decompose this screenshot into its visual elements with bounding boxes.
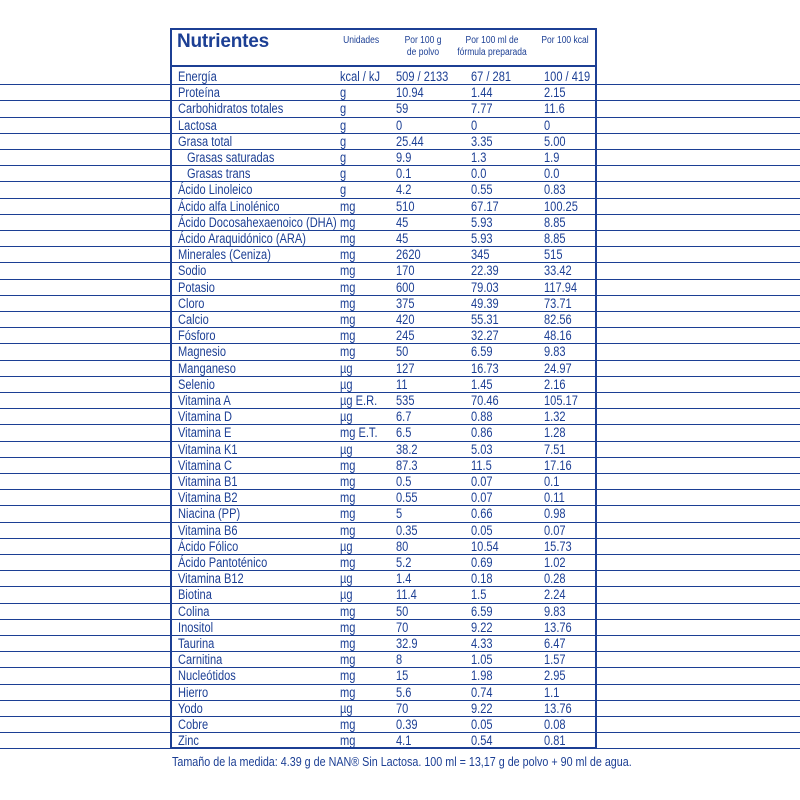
value-per-100ml: 1.3: [471, 150, 487, 165]
header-per-100ml-line1: Por 100 ml de: [465, 35, 519, 46]
table-row: [0, 199, 800, 215]
value-per-100kcal: 9.83: [544, 344, 566, 360]
table-row: [0, 604, 800, 620]
value-per-100g: 510: [396, 198, 415, 214]
value-per-100ml: 0: [471, 117, 478, 133]
value-per-100ml: 11.5: [471, 457, 492, 473]
value-per-100ml: 0.86: [471, 425, 493, 441]
table-row: [0, 668, 800, 684]
nutrient-name: Calcio: [178, 312, 209, 327]
value-per-100kcal: 2.95: [544, 668, 566, 684]
table-row: [0, 377, 800, 393]
table-row: [0, 636, 800, 652]
nutrient-unit: µg: [340, 571, 353, 587]
nutrient-unit: mg: [340, 457, 356, 473]
value-per-100g: 509 / 2133: [396, 69, 449, 84]
table-row: [0, 263, 800, 279]
value-per-100g: 0.35: [396, 522, 418, 538]
header-units-label: Unidades: [343, 35, 380, 46]
value-per-100g: 45: [396, 214, 409, 230]
value-per-100ml: 67 / 281: [471, 69, 512, 84]
value-per-100ml: 32.27: [471, 328, 499, 344]
value-per-100g: 0.5: [396, 474, 412, 489]
value-per-100g: 45: [396, 231, 409, 246]
nutrient-name: Nucleótidos: [178, 668, 236, 684]
nutrient-name: Proteína: [178, 85, 220, 101]
nutrient-name: Sodio: [178, 263, 207, 279]
table-row: [0, 571, 800, 587]
nutrient-unit: µg: [340, 538, 353, 554]
nutrient-unit: µg: [340, 587, 353, 603]
value-per-100kcal: 13.76: [544, 700, 572, 716]
nutrient-name: Grasas trans: [187, 166, 251, 182]
nutrient-name: Ácido Pantoténico: [178, 555, 268, 570]
value-per-100g: 5: [396, 506, 403, 522]
value-per-100g: 70: [396, 700, 409, 716]
value-per-100kcal: 5.00: [544, 133, 566, 149]
nutrient-unit: mg: [340, 214, 356, 230]
nutrient-name: Potasio: [178, 279, 215, 295]
nutrient-unit: mg: [340, 619, 356, 635]
value-per-100ml: 1.05: [471, 652, 493, 668]
table-row: [0, 685, 800, 701]
nutrient-unit: g: [340, 166, 347, 182]
table-row: [0, 490, 800, 506]
value-per-100kcal: 1.9: [544, 150, 560, 165]
value-per-100kcal: 1.28: [544, 425, 566, 441]
value-per-100ml: 5.03: [471, 441, 493, 457]
value-per-100ml: 0.54: [471, 733, 493, 749]
value-per-100g: 8: [396, 652, 403, 668]
value-per-100g: 0.1: [396, 166, 412, 182]
value-per-100g: 375: [396, 295, 415, 311]
nutrient-name: Vitamina B6: [178, 522, 238, 538]
nutrient-name: Zinc: [178, 733, 199, 749]
table-row: [0, 118, 800, 134]
value-per-100g: 1.4: [396, 571, 412, 587]
value-per-100kcal: 0.08: [544, 717, 566, 732]
nutrient-unit: mg: [340, 231, 356, 246]
value-per-100ml: 1.45: [471, 376, 493, 392]
nutrient-name: Taurina: [178, 636, 215, 651]
table-row: [0, 215, 800, 231]
value-per-100kcal: 1.1: [544, 684, 560, 700]
table-row: [0, 312, 800, 328]
header-divider: [172, 65, 595, 67]
value-per-100ml: 79.03: [471, 279, 499, 295]
value-per-100ml: 0.05: [471, 522, 493, 538]
table-row: [0, 182, 800, 198]
nutrient-unit: µg: [340, 360, 353, 376]
value-per-100g: 80: [396, 538, 409, 554]
nutrient-name: Ácido Docosahexaenoico (DHA): [178, 214, 337, 230]
nutrient-name: Grasas saturadas: [187, 150, 275, 165]
value-per-100g: 59: [396, 101, 409, 117]
value-per-100kcal: 2.15: [544, 85, 566, 101]
value-per-100kcal: 0.1: [544, 474, 560, 489]
value-per-100ml: 6.59: [471, 603, 493, 619]
value-per-100ml: 49.39: [471, 295, 499, 311]
table-row: [0, 231, 800, 247]
nutrient-name: Vitamina C: [178, 457, 232, 473]
value-per-100g: 87.3: [396, 457, 418, 473]
value-per-100kcal: 1.32: [544, 409, 566, 425]
header-per-100g-line2: de polvo: [406, 47, 440, 58]
value-per-100g: 0.39: [396, 717, 418, 732]
value-per-100g: 9.9: [396, 150, 412, 165]
value-per-100ml: 4.33: [471, 636, 493, 651]
nutrient-name: Selenio: [178, 376, 215, 392]
nutrient-name: Vitamina B1: [178, 474, 238, 489]
value-per-100kcal: 8.85: [544, 214, 566, 230]
table-row: [0, 134, 800, 150]
value-per-100g: 10.94: [396, 85, 424, 101]
nutrient-name: Minerales (Ceniza): [178, 247, 271, 263]
value-per-100ml: 6.59: [471, 344, 493, 360]
nutrient-unit: kcal / kJ: [340, 69, 380, 84]
value-per-100ml: 345: [471, 247, 490, 263]
table-row: [0, 539, 800, 555]
nutrient-name: Lactosa: [178, 117, 217, 133]
nutrient-name: Yodo: [178, 700, 203, 716]
value-per-100g: 0.55: [396, 490, 418, 506]
table-row: [0, 296, 800, 312]
table-row: [0, 555, 800, 571]
table-row: [0, 474, 800, 490]
nutrient-name: Magnesio: [178, 344, 227, 360]
value-per-100g: 0: [396, 117, 403, 133]
value-per-100kcal: 33.42: [544, 263, 572, 279]
value-per-100kcal: 1.02: [544, 555, 566, 570]
value-per-100ml: 9.22: [471, 619, 493, 635]
value-per-100kcal: 2.16: [544, 376, 566, 392]
nutrient-unit: mg: [340, 733, 356, 749]
table-row: [0, 280, 800, 296]
value-per-100g: 50: [396, 344, 409, 360]
header-per-100g-line1: Por 100 g: [404, 35, 442, 46]
value-per-100kcal: 15.73: [544, 538, 572, 554]
table-row: [0, 69, 800, 85]
value-per-100kcal: 8.85: [544, 231, 566, 246]
value-per-100kcal: 48.16: [544, 328, 572, 344]
value-per-100kcal: 24.97: [544, 360, 572, 376]
nutrient-name: Inositol: [178, 619, 214, 635]
nutrient-unit: mg: [340, 328, 356, 344]
nutrient-name: Ácido Fólico: [178, 538, 239, 554]
value-per-100ml: 0.74: [471, 684, 493, 700]
nutrient-name: Hierro: [178, 684, 209, 700]
nutrient-unit: µg: [340, 409, 353, 425]
table-row: [0, 701, 800, 717]
value-per-100g: 6.7: [396, 409, 412, 425]
value-per-100ml: 67.17: [471, 198, 499, 214]
value-per-100kcal: 1.57: [544, 652, 566, 668]
table-row: [0, 717, 800, 733]
header-per-100g: [400, 35, 446, 59]
value-per-100g: 5.6: [396, 684, 412, 700]
value-per-100g: 38.2: [396, 441, 418, 457]
header-units: [343, 35, 379, 47]
value-per-100ml: 0.69: [471, 555, 493, 570]
table-row: [0, 85, 800, 101]
nutrient-name: Grasa total: [178, 133, 233, 149]
value-per-100g: 15: [396, 668, 409, 684]
value-per-100ml: 0.88: [471, 409, 493, 425]
nutrient-name: Manganeso: [178, 360, 236, 376]
nutrient-unit: mg: [340, 652, 356, 668]
nutrient-unit: mg: [340, 522, 356, 538]
nutrient-name: Vitamina B12: [178, 571, 244, 587]
nutrient-unit: mg: [340, 198, 356, 214]
value-per-100kcal: 9.83: [544, 603, 566, 619]
value-per-100ml: 55.31: [471, 312, 499, 327]
value-per-100kcal: 6.47: [544, 636, 566, 651]
table-row: [0, 166, 800, 182]
value-per-100ml: 7.77: [471, 101, 493, 117]
value-per-100g: 11.4: [396, 587, 417, 603]
nutrient-name: Vitamina D: [178, 409, 232, 425]
nutrient-name: Cloro: [178, 295, 205, 311]
header-per-100kcal: [537, 35, 593, 47]
nutrient-unit: mg: [340, 312, 356, 327]
value-per-100kcal: 0.07: [544, 522, 566, 538]
value-per-100g: 50: [396, 603, 409, 619]
header-per-100ml: [453, 35, 531, 59]
value-per-100g: 170: [396, 263, 415, 279]
value-per-100ml: 3.35: [471, 133, 493, 149]
value-per-100kcal: 0.11: [544, 490, 565, 506]
nutrient-unit: mg: [340, 490, 356, 506]
value-per-100kcal: 105.17: [544, 393, 578, 408]
nutrient-name: Vitamina A: [178, 393, 231, 408]
value-per-100kcal: 117.94: [544, 279, 578, 295]
value-per-100kcal: 0: [544, 117, 551, 133]
value-per-100ml: 22.39: [471, 263, 499, 279]
header-per-100ml-line2: fórmula preparada: [457, 47, 527, 58]
value-per-100g: 2620: [396, 247, 421, 263]
table-row: [0, 247, 800, 263]
table-row: [0, 620, 800, 636]
value-per-100kcal: 2.24: [544, 587, 566, 603]
nutrient-name: Cobre: [178, 717, 209, 732]
nutrient-unit: mg: [340, 636, 356, 651]
table-row: [0, 506, 800, 522]
table-row: [0, 652, 800, 668]
value-per-100g: 4.1: [396, 733, 412, 749]
table-row: [0, 393, 800, 409]
nutrient-unit: mg: [340, 717, 356, 732]
value-per-100kcal: 82.56: [544, 312, 572, 327]
table-row: [0, 361, 800, 377]
value-per-100g: 32.9: [396, 636, 418, 651]
value-per-100kcal: 73.71: [544, 295, 572, 311]
nutrient-unit: g: [340, 101, 347, 117]
nutrient-unit: mg: [340, 684, 356, 700]
value-per-100ml: 5.93: [471, 231, 493, 246]
nutrient-name: Niacina (PP): [178, 506, 241, 522]
value-per-100ml: 0.55: [471, 182, 493, 198]
table-row: [0, 409, 800, 425]
value-per-100kcal: 100 / 419: [544, 69, 591, 84]
nutrient-name: Ácido Linoleico: [178, 182, 253, 198]
value-per-100g: 4.2: [396, 182, 412, 198]
nutrient-unit: mg: [340, 344, 356, 360]
nutrient-unit: mg: [340, 247, 356, 263]
value-per-100ml: 16.73: [471, 360, 499, 376]
value-per-100kcal: 11.6: [544, 101, 565, 117]
nutrient-name: Ácido Araquidónico (ARA): [178, 231, 306, 246]
nutrient-unit: mg: [340, 668, 356, 684]
nutrient-unit: g: [340, 133, 347, 149]
value-per-100kcal: 7.51: [544, 441, 566, 457]
value-per-100ml: 1.98: [471, 668, 493, 684]
table-row: [0, 523, 800, 539]
value-per-100kcal: 0.0: [544, 166, 560, 182]
nutrient-unit: mg: [340, 555, 356, 570]
nutrient-unit: g: [340, 85, 347, 101]
serving-footnote: Tamaño de la medida: 4.39 g de NAN® Sin Lactosa. 100 ml = 13,17 g de polvo + 90 ml de agua.: [172, 755, 632, 769]
value-per-100ml: 0.07: [471, 490, 493, 506]
table-row: [0, 328, 800, 344]
value-per-100kcal: 0.81: [544, 733, 566, 749]
nutrient-unit: µg: [340, 376, 353, 392]
nutrient-name: Vitamina B2: [178, 490, 238, 506]
nutrient-unit: mg: [340, 603, 356, 619]
nutrient-unit: µg: [340, 441, 353, 457]
value-per-100kcal: 100.25: [544, 198, 578, 214]
nutrient-name: Fósforo: [178, 328, 216, 344]
nutrient-unit: µg: [340, 700, 353, 716]
value-per-100kcal: 0.83: [544, 182, 566, 198]
value-per-100kcal: 13.76: [544, 619, 572, 635]
value-per-100ml: 5.93: [471, 214, 493, 230]
nutrient-name: Vitamina K1: [178, 441, 238, 457]
nutrient-unit: g: [340, 150, 347, 165]
nutrient-unit: mg: [340, 263, 356, 279]
value-per-100g: 127: [396, 360, 415, 376]
nutrient-name: Colina: [178, 603, 210, 619]
table-title: Nutrientes: [177, 31, 269, 52]
nutrient-name: Carbohidratos totales: [178, 101, 284, 117]
value-per-100g: 70: [396, 619, 409, 635]
value-per-100ml: 0.18: [471, 571, 493, 587]
table-row: [0, 442, 800, 458]
value-per-100ml: 70.46: [471, 393, 499, 408]
value-per-100ml: 0.66: [471, 506, 493, 522]
value-per-100ml: 9.22: [471, 700, 493, 716]
nutrient-unit: g: [340, 182, 347, 198]
nutrient-unit: g: [340, 117, 347, 133]
value-per-100g: 420: [396, 312, 415, 327]
nutrient-unit: mg: [340, 279, 356, 295]
value-per-100g: 600: [396, 279, 415, 295]
nutrient-unit: mg: [340, 295, 356, 311]
value-per-100ml: 1.44: [471, 85, 493, 101]
value-per-100kcal: 515: [544, 247, 563, 263]
table-row: [0, 587, 800, 603]
table-row: [0, 344, 800, 360]
header-per-100kcal-label: Por 100 kcal: [541, 35, 589, 46]
value-per-100g: 6.5: [396, 425, 412, 441]
nutrient-unit: µg E.R.: [340, 393, 378, 408]
table-row: [0, 150, 800, 166]
value-per-100g: 11: [396, 376, 408, 392]
value-per-100g: 535: [396, 393, 415, 408]
value-per-100ml: 0.05: [471, 717, 493, 732]
nutrient-name: Energía: [178, 69, 217, 84]
nutrient-name: Carnitina: [178, 652, 223, 668]
value-per-100g: 245: [396, 328, 415, 344]
nutrient-name: Biotina: [178, 587, 212, 603]
value-per-100g: 25.44: [396, 133, 424, 149]
value-per-100ml: 10.54: [471, 538, 499, 554]
table-row: [0, 733, 800, 749]
nutrient-unit: mg: [340, 506, 356, 522]
table-row: [0, 458, 800, 474]
table-row: [0, 425, 800, 441]
nutrient-name: Vitamina E: [178, 425, 232, 441]
value-per-100ml: 0.0: [471, 166, 487, 182]
nutrient-unit: mg: [340, 474, 356, 489]
value-per-100kcal: 0.28: [544, 571, 566, 587]
value-per-100ml: 1.5: [471, 587, 487, 603]
value-per-100kcal: 17.16: [544, 457, 572, 473]
table-row: [0, 101, 800, 117]
value-per-100g: 5.2: [396, 555, 412, 570]
value-per-100kcal: 0.98: [544, 506, 566, 522]
nutrient-unit: mg E.T.: [340, 425, 378, 441]
value-per-100ml: 0.07: [471, 474, 493, 489]
nutrient-name: Ácido alfa Linolénico: [178, 198, 280, 214]
